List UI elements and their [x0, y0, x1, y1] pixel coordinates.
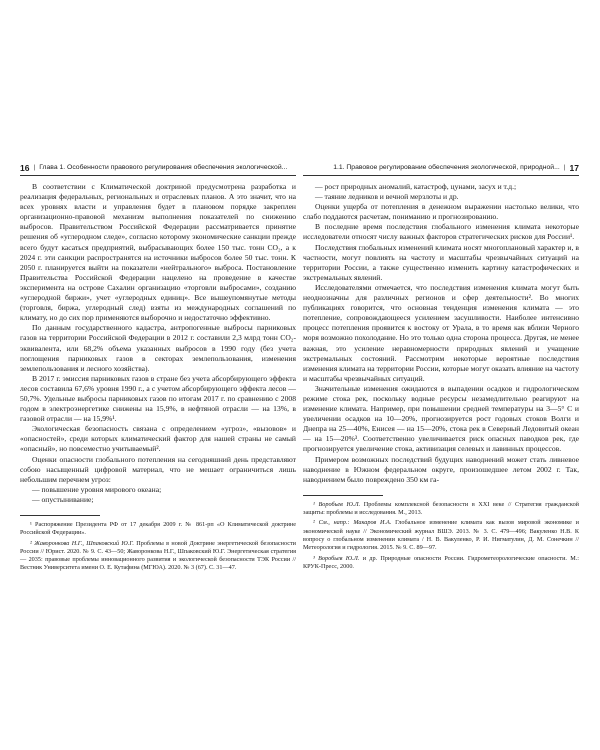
left-page [20, 163, 296, 743]
footnote-author: ¹ Воробьев Ю.Л. [313, 500, 361, 508]
paragraph: В соответствии с Климатической доктриной предусмотрена разработка и реализация федеральных, региональных и отраслевых планов. А это значит, что на всех уровнях власти и управления будет в плановом порядке закреплен организационно-правовой механизм выполнения показателей по снижению выбросов. Правительством Российской Федерации рассматривается принятие решения об «углеродном следе», согласно которому экономические санкции прежде всего будут касаться предприятий, выбрасывающих более 150 тыс. тонн CO₂, а к 2024 г. эти санкции распространятся на источники выбросов более 50 тыс. тонн. К 2050 г. планируется выйти на показатели «нейтрального» выброса. Постановление Правительства Российской Федерации нацелено на проведение в качестве эксперимента на острове Сахалин организацию «торговли выбросами», созданию «углеродной биржи», учет «углеродных единиц». Все вышеупомянутые методы (торговля, биржа, углеродный след) взяты из международных соглашений по климату, но до сих пор применяются выборочно и недостаточно эффективно. [20, 182, 296, 323]
footnote-author: ² См., напр.: Макаров И.А. [313, 519, 392, 527]
paragraph: В последние время последствия глобального изменения климата некоторые исследователи относят числу важных факторов стратегических рисков для России¹. [303, 222, 579, 242]
header-separator: | [563, 163, 566, 171]
footnote-text: ¹ Распоряжение Президента РФ от 17 декабря 2009 г. № 861-рп «О Климатической доктрине Российской Федерации». [20, 521, 296, 537]
threat-list-continued [303, 182, 579, 202]
threat-list [20, 485, 296, 505]
right-page [303, 163, 579, 743]
left-running-header [20, 163, 296, 173]
list-item: — рост природных аномалий, катастроф, цунами, засух и т.д.; [315, 182, 517, 191]
paragraph: В 2017 г. эмиссия парниковых газов в стране без учета абсорбирующего эффекта лесов составила 67,6% уровня 1990 г., а с учетом абсорбирующего эффекта лесов — 50,7%. Удельные выбросы парниковых газов по итогам 2017 г. по сравнению с 2008 годом в электроэнергетике снижены на 15,9%, в нефтяной отрасли — на 13%, в газовой отрасли — на 15,9%¹. [20, 373, 296, 424]
paragraph: Примером возможных последствий будущих наводнений может стать ливневое наводнение в Южном федеральном округе, произошедшее летом 2002 г. Так, наводнением было повреждено 350 км га- [303, 454, 579, 484]
right-footnotes [303, 501, 579, 571]
paragraph: Значительные изменения ожидаются в выпадении осадков и гидрологическом режиме стока рек, поскольку водные ресурсы незамедлительно реагируют на изменение климата. Например, при повышении средней температуры на 3—5° С и увеличении осадков на 10—20%, прогнозируется рост годовых стоков Волги и Днепра на 25—40%, Енисея — на 15—20%, стока рек в Северный Ледовитый океан — на 15—20%³. Соответственно увеличивается риск опасных паводков рек, где прогнозируется увеличение стока, активизация селевых и лавинных процессов. [303, 383, 579, 454]
right-page-number: 17 [569, 163, 579, 173]
footnote [303, 555, 579, 572]
header-rule [20, 175, 296, 176]
footnote-rule [303, 495, 383, 496]
footnote-text: Глобальное изменение климата как вызов мировой экономике и экономической науке // Экономический журнал ВШЭ. 2013. № 3. С. 479—496; Вакуленко Н.В. К вопросу о глобальном изменении климата / Н. В. Вакуленко, Р. И. Нигматулин, Д. М. Сонечкин // Метеорология и гидрология. 2015. № 9. С. 89—97. [303, 519, 579, 552]
left-page-number: 16 [20, 163, 30, 173]
header-separator: | [33, 163, 36, 171]
right-body [303, 182, 579, 485]
right-running-header [303, 163, 579, 173]
footnote [20, 521, 296, 538]
right-header-title: 1.1. Правовое регулирование обеспечения экологической, природной... [333, 163, 560, 171]
paragraph: Исследователями отмечается, что последствия изменения климата могут быть неоднозначны для различных регионов и сфер деятельности². Во многих публикациях говорится, что основная тенденция изменения климата — это потепление, сопровождающееся усилением засушливости. Наиболее интенсивно процесс потепления проявится к востоку от Урала, в то время как вблизи Черного моря возможно похолодание. Но это только одна сторона процесса. Другая, не менее важная, это усиление неравномерности природных явлений и учащение экстремальных состояний. Рассмотрим некоторые вероятные последствия изменения климата на территории России, которые могут оказать влияние на частоту и масштабы чрезвычайных ситуаций. [303, 282, 579, 383]
footnote-author: ³ Воробьев Ю.Л. [313, 554, 360, 562]
list-item: — таяние ледников и вечной мерзлоты и др. [315, 192, 459, 202]
left-body [20, 182, 296, 505]
paragraph: Последствия глобальных изменений климата носят многоплановый характер и, в частности, могут повлиять на частоту и масштабы чрезвычайных ситуаций на территории России, а также существенно изменить картину катастрофических и экстремальных явлений. [303, 242, 579, 282]
footnote-text: и др. Природные опасности России. Гидрометеорологические опасности. М.: КРУК-Пресс, 2000. [303, 554, 579, 570]
footnote-text: Проблемы в новой Доктрине энергетической безопасности России // Юрист. 2020. № 9. С. 43—50; Жаворонкова Н.Г., Шпаковский Ю.Г. Энергетическая стратегия — 2035: правовые проблемы инновационного развития и экологической безопасности ТЭК России // Вестник Университета имени О. Е. Кутафина (МГЮА). 2020. № 3 (67). С. 31—47. [20, 539, 296, 572]
footnote-author: ² Жаворонкова Н.Г., Шпаковский Ю.Г. [30, 539, 134, 547]
paragraph: По данным государственного кадастра, антропогенные выбросы парниковых газов на территории Российской Федерации в 2012 г. составили 2,3 млрд тонн CO₂-эквивалента, или 68,2% объема указанных выбросов в 1990 году (без учета поглощения парниковых газов в секторах землепользования, изменения землепользования и лесного хозяйства). [20, 323, 296, 373]
footnote [303, 501, 579, 518]
footnote-text: Проблемы комплексной безопасности в XXI веке // Стратегия гражданской защиты: проблемы и исследования. М., 2013. [303, 500, 579, 517]
paragraph: Оценки опасности глобального потепления на сегодняшний день представляют собою насыщенный цифровой материал, что не мешает ограничиться лишь небольшим перечнем угроз: [20, 454, 296, 484]
footnote [303, 519, 579, 552]
paragraph: Оценки ущерба от потепления в денежном выражении настолько велики, что слабо поддаются расчетам, пониманию и прогнозированию. [303, 202, 579, 222]
footnote-rule [20, 515, 100, 516]
list-item: — опустынивание; [32, 494, 94, 504]
list-item: — повышение уровня мирового океана; [32, 484, 162, 494]
left-footnotes [20, 521, 296, 573]
paragraph: Экологическая безопасность связана с определением «угроз», «вызовов» и «опасностей», среди которых климатический фактор для нашей страны не самый «опасный», но повсеместно учитываемый². [20, 424, 296, 454]
header-rule [303, 175, 579, 176]
footnote [20, 540, 296, 573]
left-header-title: Глава 1. Особенности правового регулирования обеспечения экологической... [39, 163, 288, 171]
